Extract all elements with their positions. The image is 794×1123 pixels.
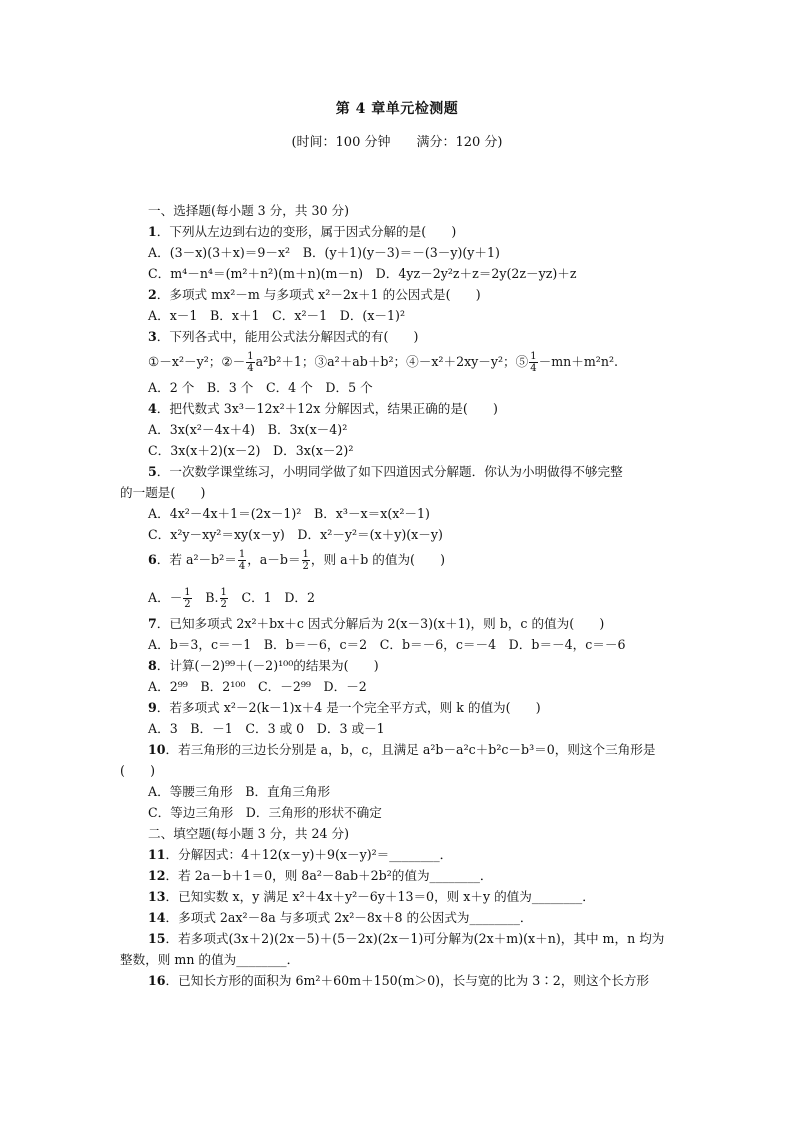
question-number: 11 <box>148 847 166 862</box>
question-4-options-ab: A．3x(x²－4x＋4) B．3x(x－4)² <box>148 422 348 437</box>
question-stem: ，a－b＝ <box>247 552 301 567</box>
fraction <box>220 587 228 610</box>
question-9 <box>120 697 648 718</box>
fraction-denominator: 4 <box>247 363 254 374</box>
expression-text: ①－x²－y²；②－ <box>148 354 246 369</box>
section-heading-choice: 一、选择题(每小题 3 分，共 30 分) <box>148 203 350 218</box>
option-text: C．1 D．2 <box>228 590 316 605</box>
question-stem: ．若多项式(3x＋2)(2x－5)＋(5－2x)(2x－1)可分解为(2x＋m)(x＋n)，其中 m，n 均为 <box>165 931 665 946</box>
question-number: 15 <box>148 931 166 946</box>
question-10 <box>120 739 656 760</box>
question-stem: ．多项式 2ax²－8a 与多项式 2x²－8x＋8 的公因式为________． <box>165 910 533 925</box>
question-stem: ．若多项式 x²－2(k－1)x＋4 是一个完全平方式，则 k 的值为( ) <box>156 700 541 715</box>
question-stem: ．已知实数 x，y 满足 x²＋4x＋y²－6y＋13＝0，则 x＋y 的值为________． <box>165 889 595 904</box>
question-number: 14 <box>148 910 166 925</box>
question-3-expressions <box>120 347 648 377</box>
question-5-options-cd: C．x²y－xy²＝xy(x－y) D．x²－y²＝(x＋y)(x－y) <box>148 527 443 542</box>
fraction-numerator: 1 <box>247 351 254 362</box>
question-15 <box>120 928 665 949</box>
question-number: 8 <box>148 658 157 673</box>
question-number: 4 <box>148 401 157 416</box>
question-2 <box>120 284 648 305</box>
question-5 <box>120 461 648 482</box>
question-number: 2 <box>148 287 157 302</box>
fraction <box>302 549 310 572</box>
option-text: B. <box>192 590 219 605</box>
question-stem: ，则 a＋b 的值为( ) <box>310 552 446 567</box>
question-9-options: A．3 B．－1 C．3 或 0 D．3 或－1 <box>148 721 385 736</box>
question-number: 16 <box>148 973 166 988</box>
question-stem: ．若三角形的三边长分别是 a，b，c，且满足 a²b－a²c＋b²c－b³＝0，则这个三角形是 <box>165 742 656 757</box>
question-stem: ．多项式 mx²－m 与多项式 x²－2x＋1 的公因式是( ) <box>156 287 481 302</box>
question-3-options: A．2 个 B．3 个 C．4 个 D．5 个 <box>148 380 373 395</box>
question-number: 7 <box>148 616 157 631</box>
question-14 <box>120 907 648 928</box>
fraction-numerator: 1 <box>184 587 191 598</box>
question-7-options: A．b＝3，c＝－1 B．b＝－6，c＝2 C．b＝－6，c＝－4 D．b＝－4，c＝－6 <box>148 637 626 652</box>
fraction-numerator: 1 <box>220 587 227 598</box>
question-3 <box>120 326 648 347</box>
question-number: 12 <box>148 868 166 883</box>
fraction <box>529 351 537 374</box>
question-10-continued: ( ) <box>120 763 156 778</box>
question-10-options-ab: A．等腰三角形 B．直角三角形 <box>148 784 331 799</box>
fraction <box>238 549 246 572</box>
question-6 <box>120 545 648 575</box>
question-stem: ．计算(－2)⁹⁹＋(－2)¹⁰⁰的结果为( ) <box>156 658 379 673</box>
document-subtitle: (时间：100 分钟 满分：120 分) <box>291 135 503 150</box>
fraction-numerator: 1 <box>238 549 246 560</box>
document-body <box>120 200 665 991</box>
question-2-options: A．x－1 B．x＋1 C．x²－1 D．(x－1)² <box>148 308 405 323</box>
question-5-continued: 的一题是( ) <box>120 485 206 500</box>
document-title: 第 4 章单元检测题 <box>335 101 459 117</box>
question-number: 13 <box>148 889 166 904</box>
fraction <box>246 351 254 374</box>
question-7 <box>120 613 648 634</box>
question-number: 1 <box>148 224 157 239</box>
fraction-denominator: 4 <box>530 363 537 374</box>
option-text: A．－ <box>148 590 183 605</box>
fraction <box>183 587 191 610</box>
question-11 <box>120 844 648 865</box>
question-15-continued: 整数，则 mn 的值为________． <box>120 952 300 967</box>
question-number: 3 <box>148 329 157 344</box>
question-8-options: A．2⁹⁹ B．2¹⁰⁰ C．－2⁹⁹ D．－2 <box>148 679 367 694</box>
question-number: 10 <box>148 742 166 757</box>
fraction-denominator: 2 <box>302 561 309 572</box>
question-1 <box>120 221 648 242</box>
question-number: 5 <box>148 464 157 479</box>
fraction-denominator: 4 <box>238 561 246 572</box>
fraction-denominator: 2 <box>220 599 227 610</box>
question-stem: ．一次数学课堂练习，小明同学做了如下四道因式分解题．你认为小明做得不够完整 <box>156 464 623 479</box>
question-stem: ．已知长方形的面积为 6m²＋60m＋150(m＞0)，长与宽的比为 3∶2，则这个长方形 <box>165 973 649 988</box>
question-stem: ．已知多项式 2x²＋bx＋c 因式分解后为 2(x－3)(x＋1)，则 b，c 的值为( ) <box>156 616 605 631</box>
fraction-denominator: 2 <box>184 599 191 610</box>
question-stem: ．把代数式 3x³－12x²＋12x 分解因式，结果正确的是( ) <box>156 401 498 416</box>
question-1-options-cd: C．m⁴－n⁴＝(m²＋n²)(m＋n)(m－n) D．4yz－2y²z＋z＝2y(2z－yz)＋z <box>148 266 577 281</box>
fraction-numerator: 1 <box>530 351 537 362</box>
question-stem: ．下列从左边到右边的变形，属于因式分解的是( ) <box>156 224 457 239</box>
question-12 <box>120 865 648 886</box>
question-6-options <box>120 583 648 613</box>
question-1-options-ab: A．(3－x)(3＋x)＝9－x² B．(y＋1)(y－3)＝－(3－y)(y＋1) <box>148 245 500 260</box>
expression-text: a²b²＋1；③a²＋ab＋b²；④－x²＋2xy－y²；⑤ <box>255 354 529 369</box>
expression-text: －mn＋m²n². <box>538 354 619 369</box>
question-8 <box>120 655 648 676</box>
question-stem: ．若 a²－b²＝ <box>156 552 237 567</box>
question-stem: ．分解因式：4＋12(x－y)＋9(x－y)²＝________． <box>165 847 453 862</box>
question-13 <box>120 886 648 907</box>
question-number: 9 <box>148 700 157 715</box>
question-5-options-ab: A．4x²－4x＋1＝(2x－1)² B．x³－x＝x(x²－1) <box>148 506 430 521</box>
question-16 <box>120 970 648 991</box>
question-number: 6 <box>148 552 157 567</box>
question-10-options-cd: C．等边三角形 D．三角形的形状不确定 <box>148 805 382 820</box>
fraction-numerator: 1 <box>302 549 309 560</box>
question-stem: ．下列各式中，能用公式法分解因式的有( ) <box>156 329 419 344</box>
question-4 <box>120 398 648 419</box>
section-heading-fill: 二、填空题(每小题 3 分，共 24 分) <box>148 826 350 841</box>
question-stem: ．若 2a－b＋1＝0，则 8a²－8ab＋2b²的值为________． <box>165 868 493 883</box>
question-4-options-cd: C．3x(x＋2)(x－2) D．3x(x－2)² <box>148 443 354 458</box>
